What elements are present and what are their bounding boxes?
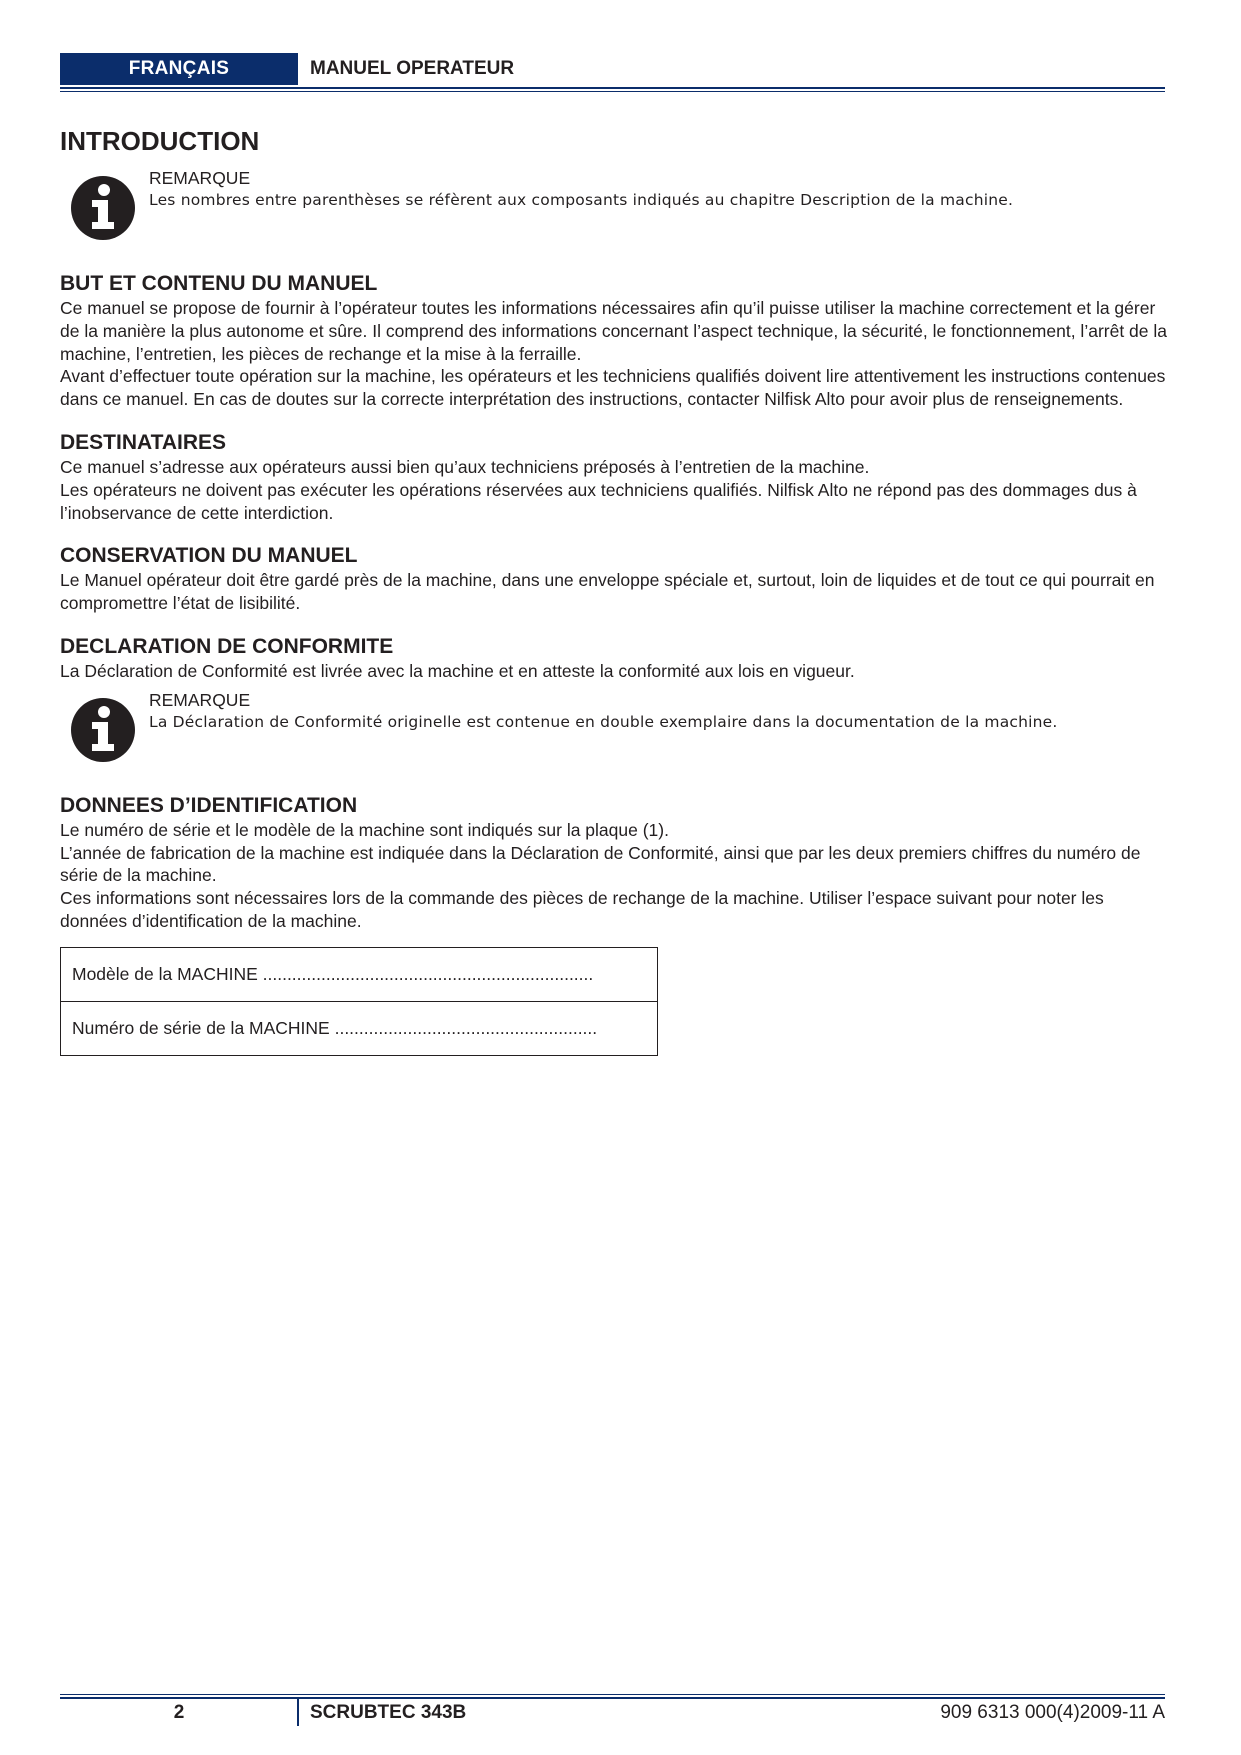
manual-title: MANUEL OPERATEUR <box>310 58 515 79</box>
page-content <box>60 125 1170 1075</box>
note-text: La Déclaration de Conformité originelle est contenue en double exemplaire dans la documentation de la machine. <box>149 712 1058 731</box>
section-but <box>60 271 1170 411</box>
section-title: DESTINATAIRES <box>60 430 227 454</box>
paragraph: Ces informations sont nécessaires lors de la commande des pièces de rechange de la machine. Utiliser l’espace suivant pour noter les données d’identification de la machine. <box>60 888 1104 931</box>
footer-rule <box>60 1697 1165 1699</box>
footer-rule-thin <box>60 1694 1165 1695</box>
intro-note <box>60 167 1170 249</box>
info-icon <box>70 175 136 241</box>
section-declaration <box>60 634 1170 683</box>
paragraph: Ce manuel se propose de fournir à l’opérateur toutes les informations nécessaires afin qu’il puisse utiliser la machine correctement et la gérer de la manière la plus autonome et sûre. Il comprend des informations concernant l’aspect technique, la sécurité, le fonctionnement, l’arrêt de la machine, l’entretien, les pièces de rechange et la mise à la ferraille. <box>60 298 1168 364</box>
section-conservation <box>60 543 1170 615</box>
machine-model: SCRUBTEC 343B <box>310 1702 467 1723</box>
paragraph: La Déclaration de Conformité est livrée avec la machine et en atteste la conformité aux lois en vigueur. <box>60 660 855 681</box>
section-title: DONNEES D’IDENTIFICATION <box>60 793 358 817</box>
header-rule-thin <box>60 91 1165 92</box>
paragraph: Les opérateurs ne doivent pas exécuter les opérations réservées aux techniciens qualifiés. Nilfisk Alto ne répond pas des dommages dus à l’inobservance de cette interdiction. <box>60 479 1137 523</box>
section-donnees <box>60 793 1170 1056</box>
page-header <box>60 53 1165 85</box>
paragraph: Avant d’effectuer toute opération sur la machine, les opérateurs et les techniciens qualifiés doivent lire attentivement les instructions contenues dans ce manuel. En cas de doutes sur la correcte interprétation des instructions, contacter Nilfisk Alto pour avoir plus de renseignements. <box>60 366 1166 410</box>
section-title: BUT ET CONTENU DU MANUEL <box>60 272 378 295</box>
section-destinataires <box>60 430 1170 524</box>
language-tab: FRANÇAIS <box>60 53 298 85</box>
paragraph: Le numéro de série et le modèle de la machine sont indiqués sur la plaque (1). <box>60 819 669 840</box>
model-row: Modèle de la MACHINE .................................................................... <box>72 963 594 984</box>
note-label: REMARQUE <box>149 689 251 710</box>
section-title: DECLARATION DE CONFORMITE <box>60 634 394 658</box>
paragraph: Le Manuel opérateur doit être gardé près de la machine, dans une enveloppe spéciale et, surtout, loin de liquides et de tout ce qui pourrait en compromettre l’état de lisibilité. <box>60 570 1155 614</box>
introduction-title: INTRODUCTION <box>60 126 260 156</box>
declaration-note <box>60 689 1170 771</box>
header-rule <box>60 87 1165 89</box>
note-label: REMARQUE <box>149 168 251 188</box>
section-title: CONSERVATION DU MANUEL <box>60 544 358 568</box>
identification-table <box>60 947 658 1056</box>
paragraph: L’année de fabrication de la machine est indiquée dans la Déclaration de Conformité, ainsi que par les deux premiers chiffres du numéro de série de la machine. <box>60 842 1141 886</box>
document-reference: 909 6313 000(4)2009-11 A <box>940 1702 1165 1723</box>
serial-number-row: Numéro de série de la MACHINE ...................................................... <box>61 1001 657 1055</box>
paragraph: Ce manuel s’adresse aux opérateurs aussi bien qu’aux techniciens préposés à l’entretien de la machine. <box>60 456 870 477</box>
page-number: 2 <box>173 1702 185 1723</box>
note-text: Les nombres entre parenthèses se réfèrent aux composants indiqués au chapitre Description de la machine. <box>149 191 1014 209</box>
info-icon <box>70 697 136 763</box>
